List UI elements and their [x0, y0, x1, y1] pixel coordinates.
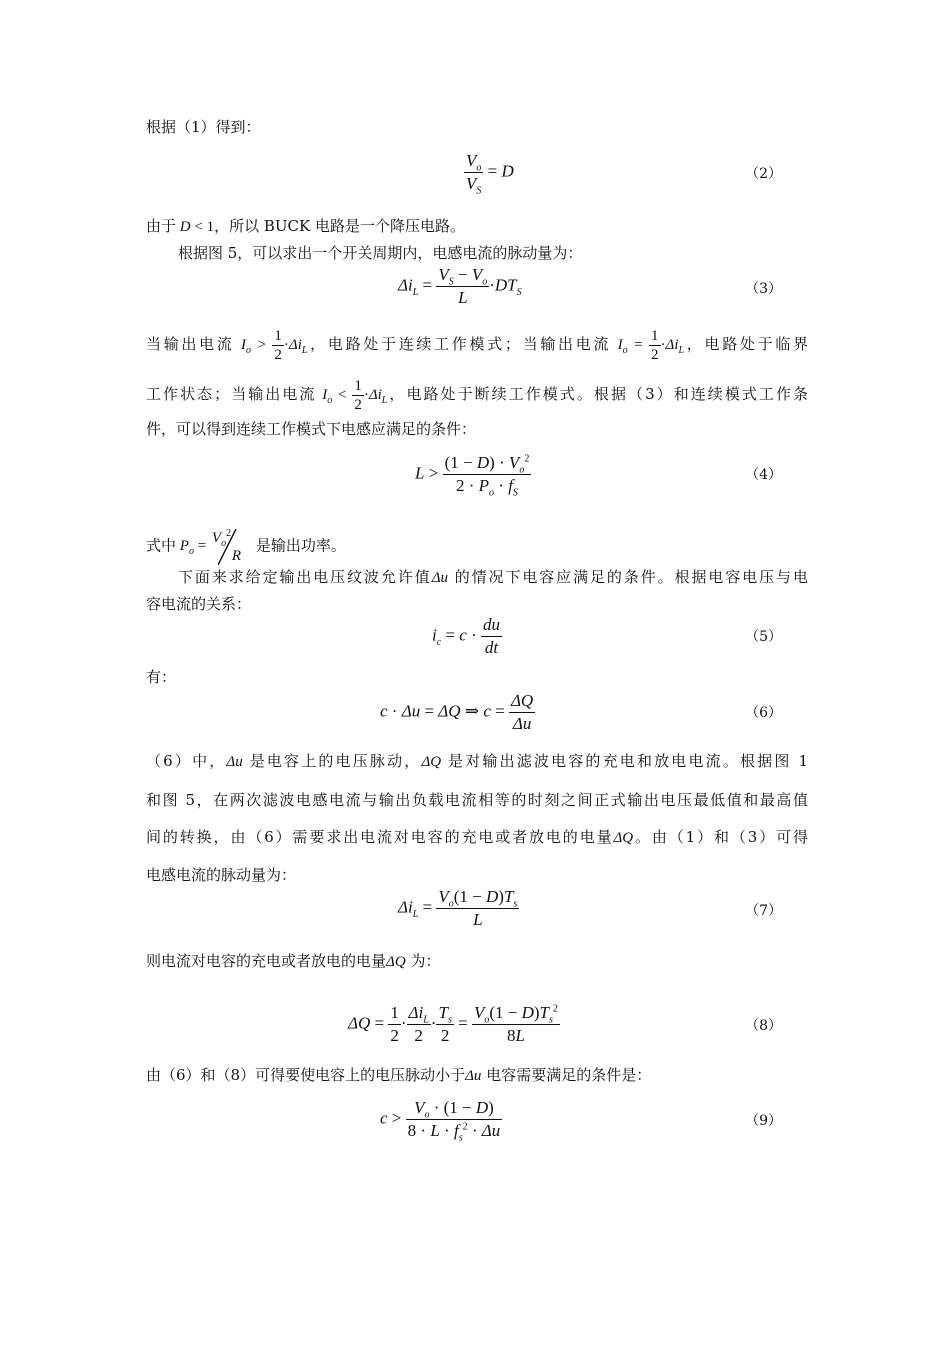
text-line-6: 件，可以得到连续工作模式下电感应满足的条件： [146, 420, 477, 438]
equation-2: $\frac{V_o}{V_S}$ = D [466, 151, 514, 197]
text-line-7: 式中 $P_o$ = $V_o^2$ R 是输出功率。 [146, 528, 346, 564]
text-line-11: （6）中，Δu 是电容上的电压脉动，ΔQ 是对输出滤波电容的充电和放电电流。根据图 1 [146, 752, 808, 770]
text-intro: 根据（1）得到： [146, 118, 261, 136]
text-line-4: 当输出电流 $I_o$ > $\frac{1}{2}$ $\cdot\Delta i_L$，电路处于连续工作模式；当输出电流 $I_o$ = $\frac{1}{2}$ $\cdot\Delta i_L$，电路处于临界 [146, 328, 809, 363]
text-line-9: 容电流的关系： [146, 595, 252, 613]
text-line-8: 下面来求给定输出电压纹波允许值Δu 的情况下电容应满足的条件。根据电容电压与电 [178, 568, 808, 586]
text-line-16: 由（6）和（8）可得要使电容上的电压脉动小于Δu 电容需要满足的条件是： [146, 1066, 652, 1084]
text-line-13: 间的转换，由（6）需要求出电流对电容的充电或者放电的电量ΔQ。由（1）和（3）可得 [146, 828, 809, 846]
equation-8: ΔQ = $\frac{1}{2}$ · $\frac{\Delta i_L}{2}$ · $\frac{T_s}{2}$ = $\frac{V_o(1 - D)T_s^2}{8L}$ [348, 1003, 558, 1045]
text-line-15: 则电流对电容的充电或者放电的电量ΔQ 为： [146, 952, 441, 970]
equation-3: $\Delta i_L$ = $\frac{V_S - V_o}{L}$ $\cdot DT_S$ [398, 265, 522, 307]
equation-number-5: （5） [745, 629, 782, 645]
equation-7: $\Delta i_L$ = $\frac{V_o(1 - D)T_s}{L}$ [398, 887, 518, 929]
text-line-3: 根据图 5，可以求出一个开关周期内，电感电流的脉动量为： [178, 244, 583, 262]
equation-number-7: （7） [745, 903, 782, 919]
equation-9: c > $\frac{V_o \cdot (1 - D)}{8 \cdot L \cdot f_s^2 \cdot \Delta u}$ [380, 1098, 501, 1144]
equation-number-2: （2） [745, 166, 782, 182]
equation-6: c · Δu = ΔQ ⇒ c = $\frac{\Delta Q}{\Delta u}$ [380, 691, 534, 733]
text-line-10: 有： [146, 668, 177, 686]
equation-number-3: （3） [745, 281, 782, 297]
text-line-14: 电感电流的脉动量为： [146, 866, 297, 884]
text-line-5: 工作状态；当输出电流 $I_o$ < $\frac{1}{2}$ $\cdot\Delta i_L$，电路处于断续工作模式。根据（3）和连续模式工作条 [146, 378, 809, 413]
equation-number-9: （9） [745, 1113, 782, 1129]
text-line-1 [146, 116, 808, 138]
equation-number-6: （6） [745, 705, 782, 721]
text-line-12: 和图 5，在两次滤波电感电流与输出负载电流相等的时刻之间正式输出电压最低值和最高值 [146, 791, 808, 809]
equation-4: L > $\frac{(1 - D) \cdot V_o^2}{2 \cdot P_o \cdot f_S}$ [415, 453, 530, 499]
text-line-2: 由于 D < 1，所以 BUCK 电路是一个降压电路。 [146, 217, 465, 235]
equation-number-4: （4） [745, 467, 782, 483]
equation-number-8: （8） [745, 1018, 782, 1034]
equation-5: $i_c = c$ · $\frac{du}{dt}$ [432, 615, 500, 657]
